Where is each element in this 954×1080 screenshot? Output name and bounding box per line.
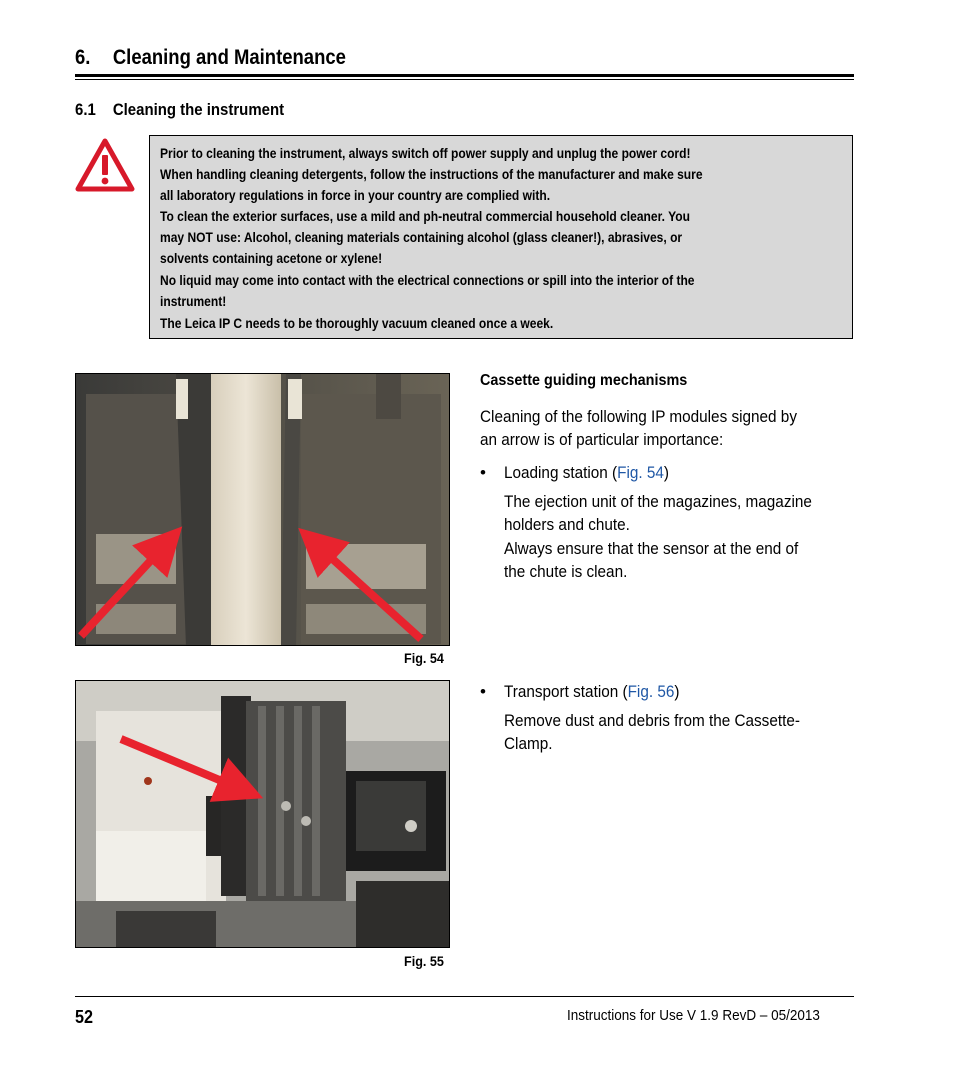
page-number: 52 — [75, 1007, 94, 1027]
fig-54-link[interactable]: Fig. 54 — [617, 463, 664, 482]
warning-line: may NOT use: Alcohol, cleaning materials containing alcohol (glass cleaner!), abrasives, or — [160, 229, 683, 245]
footer-rule — [75, 996, 854, 997]
bullet-close: ) — [663, 463, 670, 482]
bullet1-desc-line: The ejection unit of the magazines, magazine — [504, 492, 812, 511]
warning-line: Prior to cleaning the instrument, always switch off power supply and unplug the power cord! — [160, 145, 691, 161]
bullet-symbol: • — [480, 682, 486, 701]
bullet-close: ) — [674, 682, 680, 701]
chapter-number: 6. — [75, 46, 91, 69]
figure-54-photo — [75, 373, 450, 646]
subheading: Cassette guiding mechanisms — [480, 372, 688, 389]
figure-55-photo — [75, 680, 450, 948]
header-rule-thick — [75, 74, 854, 77]
section-number: 6.1 — [75, 100, 96, 119]
section-heading — [75, 100, 284, 120]
warning-line: all laboratory regulations in force in your country are complied with. — [160, 187, 551, 203]
warning-triangle-icon — [75, 138, 135, 192]
warning-line: No liquid may come into contact with the electrical connections or spill into the interior of the — [160, 272, 695, 288]
chapter-title: Cleaning and Maintenance — [112, 46, 346, 69]
warning-box — [149, 135, 853, 339]
bullet2-desc-line: Remove dust and debris from the Cassette- — [504, 711, 800, 730]
bullet2-desc-line: Clamp. — [504, 734, 553, 753]
bullet-transport-station — [504, 680, 679, 703]
intro-line: an arrow is of particular importance: — [480, 430, 724, 449]
chapter-heading — [75, 46, 346, 70]
footer-doc-info: Instructions for Use V 1.9 RevD – 05/2013 — [567, 1007, 820, 1024]
bullet1-desc-line: the chute is clean. — [504, 562, 628, 581]
bullet-label: Loading station ( — [504, 463, 618, 482]
warning-line: solvents containing acetone or xylene! — [160, 250, 383, 266]
warning-line: instrument! — [160, 293, 227, 309]
bullet-label: Transport station ( — [504, 682, 628, 701]
intro-line: Cleaning of the following IP modules signed by — [480, 407, 797, 426]
bullet1-desc-line: Always ensure that the sensor at the end of — [504, 539, 799, 558]
fig-56-link[interactable]: Fig. 56 — [627, 682, 675, 701]
bullet-loading-station — [504, 461, 669, 484]
warning-line: The Leica IP C needs to be thoroughly vacuum cleaned once a week. — [160, 315, 554, 331]
warning-line: To clean the exterior surfaces, use a mild and ph-neutral commercial household cleaner. You — [160, 208, 690, 224]
figure-54-caption: Fig. 54 — [404, 650, 444, 666]
header-rule-thin — [75, 79, 854, 80]
bullet1-desc-line: holders and chute. — [504, 515, 630, 534]
section-title: Cleaning the instrument — [112, 100, 285, 119]
bullet-symbol: • — [480, 463, 486, 482]
warning-line: When handling cleaning detergents, follow the instructions of the manufacturer and make sure — [160, 166, 703, 182]
figure-55-caption: Fig. 55 — [404, 953, 444, 969]
